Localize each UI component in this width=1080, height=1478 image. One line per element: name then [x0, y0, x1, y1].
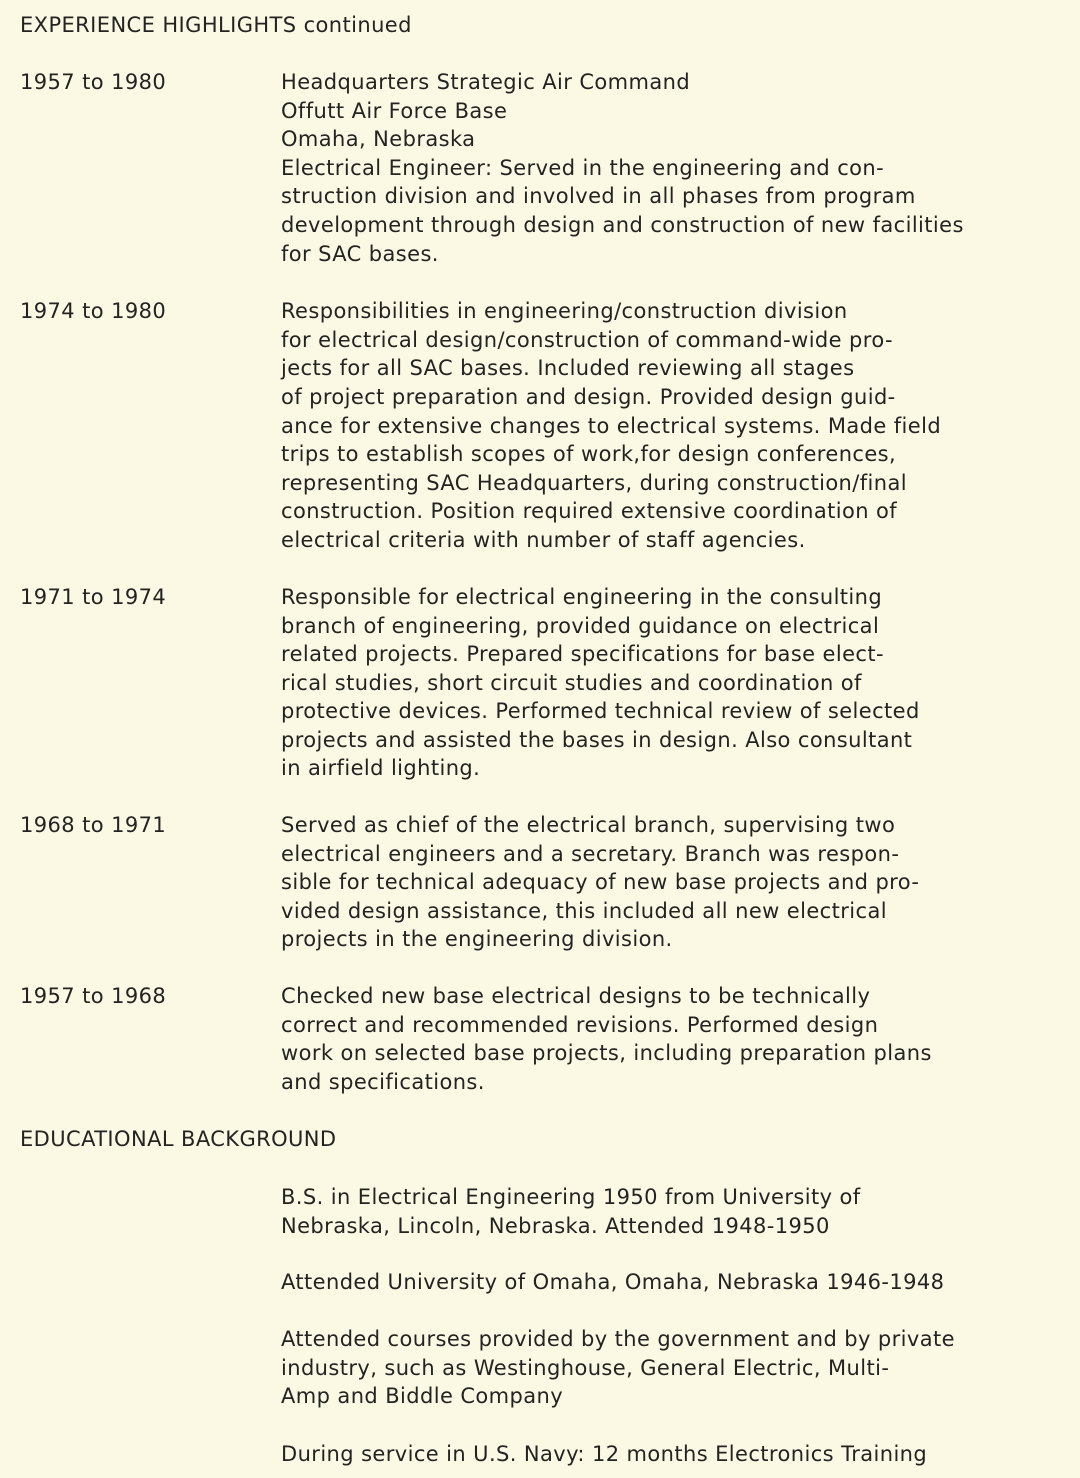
education-heading: EDUCATIONAL BACKGROUND [20, 1127, 337, 1151]
entry-date: 1968 to 1971 [20, 813, 167, 837]
text-line: branch of engineering, provided guidance on electrical [281, 614, 880, 638]
text-line: Served as chief of the electrical branch, supervising two [281, 813, 896, 837]
text-line: projects in the engineering division. [281, 927, 673, 951]
text-line: rical studies, short circuit studies and coordination of [281, 671, 862, 695]
text-line: Responsibilities in engineering/construction division [281, 299, 848, 323]
text-line: of project preparation and design. Provided design guid- [281, 385, 896, 409]
text-line: Amp and Biddle Company [281, 1384, 564, 1408]
text-line: construction. Position required extensive coordination of [281, 499, 898, 523]
text-line: industry, such as Westinghouse, General Electric, Multi- [281, 1356, 890, 1380]
text-line: in airfield lighting. [281, 756, 481, 780]
experience-heading: EXPERIENCE HIGHLIGHTS continued [20, 13, 412, 37]
text-line: During service in U.S. Navy: 12 months Electronics Training [281, 1442, 928, 1466]
entry-date: 1974 to 1980 [20, 299, 167, 323]
text-line: Nebraska, Lincoln, Nebraska. Attended 1948-1950 [281, 1214, 830, 1238]
text-line: correct and recommended revisions. Performed design [281, 1013, 879, 1037]
text-line: related projects. Prepared specifications for base elect- [281, 642, 884, 666]
text-line: ance for extensive changes to electrical systems. Made field [281, 414, 942, 438]
text-line: representing SAC Headquarters, during construction/final [281, 471, 907, 495]
entry-date: 1957 to 1980 [20, 70, 167, 94]
text-line: trips to establish scopes of work,for design conferences, [281, 442, 897, 466]
text-line: electrical criteria with number of staff agencies. [281, 528, 806, 552]
text-line: Attended University of Omaha, Omaha, Nebraska 1946-1948 [281, 1270, 945, 1294]
text-line: jects for all SAC bases. Included reviewing all stages [281, 356, 855, 380]
text-line: work on selected base projects, including preparation plans [281, 1041, 932, 1065]
text-line: projects and assisted the bases in design. Also consultant [281, 728, 913, 752]
text-line: Electrical Engineer: Served in the engineering and con- [281, 156, 885, 180]
text-line: sible for technical adequacy of new base projects and pro- [281, 870, 920, 894]
entry-date: 1957 to 1968 [20, 984, 167, 1008]
text-line: electrical engineers and a secretary. Branch was respon- [281, 842, 900, 866]
text-line: and specifications. [281, 1070, 485, 1094]
text-line: Attended courses provided by the government and by private [281, 1327, 955, 1351]
text-line: Responsible for electrical engineering in the consulting [281, 585, 883, 609]
text-line: development through design and construction of new facilities [281, 213, 964, 237]
text-line: for SAC bases. [281, 242, 439, 266]
text-line: B.S. in Electrical Engineering 1950 from University of [281, 1185, 861, 1209]
text-line: Omaha, Nebraska [281, 127, 476, 151]
text-line: protective devices. Performed technical review of selected [281, 699, 920, 723]
text-line: Headquarters Strategic Air Command [281, 70, 691, 94]
text-line: vided design assistance, this included all new electrical [281, 899, 887, 923]
text-line: for electrical design/construction of command-wide pro- [281, 328, 893, 352]
text-line: struction division and involved in all phases from program [281, 184, 916, 208]
text-line: Checked new base electrical designs to be technically [281, 984, 871, 1008]
entry-date: 1971 to 1974 [20, 585, 167, 609]
text-line: Offutt Air Force Base [281, 99, 508, 123]
